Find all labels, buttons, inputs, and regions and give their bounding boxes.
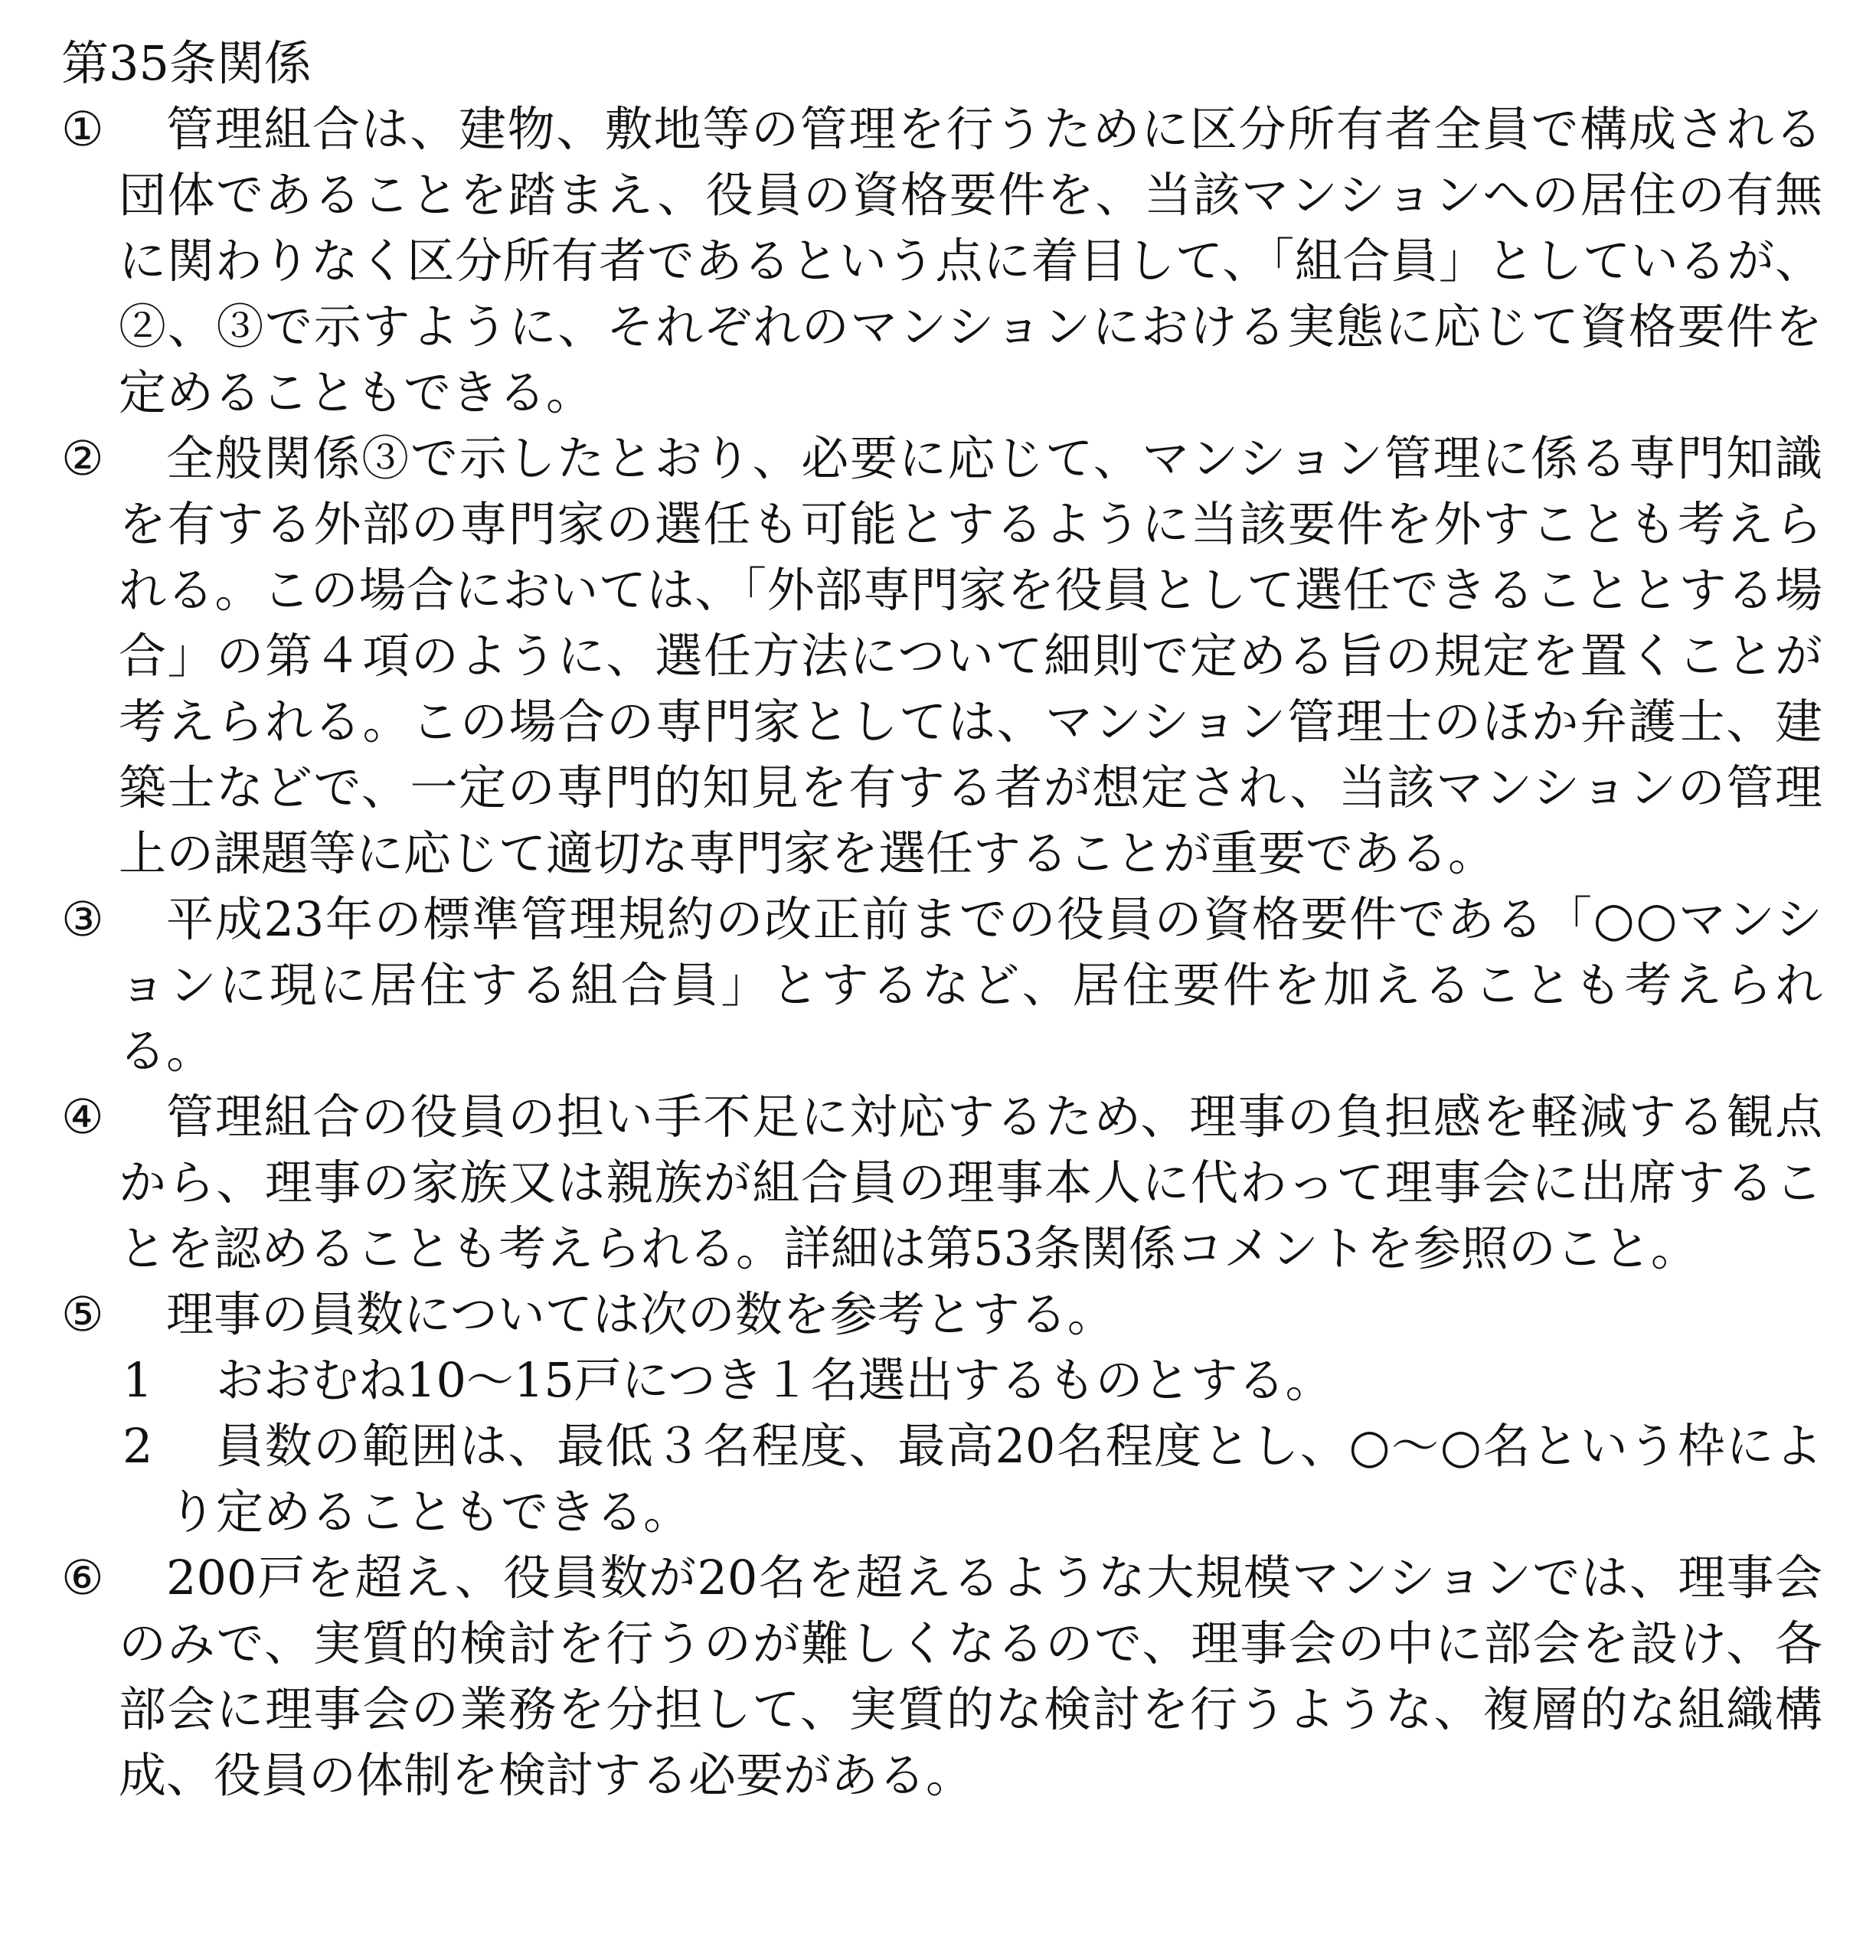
sub-item-number: 2 <box>123 1418 153 1474</box>
item-number: ⑥ <box>61 1550 104 1606</box>
sub-item-number: 1 <box>123 1352 153 1408</box>
item-text: 管理組合は、建物、敷地等の管理を行うために区分所有者全員で構成される団体であることを踏まえ、役員の資格要件を、当該マンションへの居住の有無に関わりなく区分所有者であるという点に着目して、「組合員」としているが、②、③で示すように、それぞれのマンションにおける実態に応じて資格要件を定めることもできる。 <box>119 101 1822 420</box>
list-item-3 <box>61 887 1822 1084</box>
list-item-1 <box>61 96 1822 426</box>
list-item-6 <box>61 1545 1822 1808</box>
sub-item-text: 員数の範囲は、最低３名程度、最高20名程度とし、○～○名という枠により定めることもできる。 <box>168 1418 1822 1540</box>
sub-item-1 <box>61 1348 1822 1413</box>
item-number: ③ <box>61 891 104 947</box>
item-number: ② <box>61 430 104 486</box>
list-item-4 <box>61 1084 1822 1282</box>
item-number: ⑤ <box>61 1286 104 1342</box>
item-text: 理事の員数については次の数を参考とする。 <box>166 1286 1115 1342</box>
item-text: 200戸を超え、役員数が20名を超えるような大規模マンションでは、理事会のみで、実質的検討を行うのが難しくなるので、理事会の中に部会を設け、各部会に理事会の業務を分担して、実質的な検討を行うような、複層的な組織構成、役員の体制を検討する必要がある。 <box>119 1550 1822 1803</box>
list-item-5 <box>61 1282 1822 1348</box>
sub-item-text: おおむね10～15戸につき１名選出するものとする。 <box>216 1352 1333 1408</box>
section-heading: 第35条関係 <box>61 35 312 91</box>
item-text: 管理組合の役員の担い手不足に対応するため、理事の負担感を軽減する観点から、理事の家族又は親族が組合員の理事本人に代わって理事会に出席することを認めることも考えられる。詳細は第53条関係コメントを参照のこと。 <box>119 1089 1822 1276</box>
item-number: ① <box>61 101 104 157</box>
item-text: 全般関係③で示したとおり、必要に応じて、マンション管理に係る専門知識を有する外部の専門家の選任も可能とするように当該要件を外すことも考えられる。この場合においては、「外部専門家を役員として選任できることとする場合」の第４項のように、選任方法について細則で定める旨の規定を置くことが考えられる。この場合の専門家としては、マンション管理士のほか弁護士、建築士などで、一定の専門的知見を有する者が想定され、当該マンションの管理上の課題等に応じて適切な専門家を選任することが重要である。 <box>119 430 1822 881</box>
item-number: ④ <box>61 1089 104 1145</box>
item-text: 平成23年の標準管理規約の改正前までの役員の資格要件である「○○マンションに現に居住する組合員」とするなど、居住要件を加えることも考えられる。 <box>119 891 1822 1079</box>
list-item-2 <box>61 426 1822 887</box>
document-page <box>61 31 1822 1808</box>
sub-item-2 <box>61 1413 1822 1545</box>
